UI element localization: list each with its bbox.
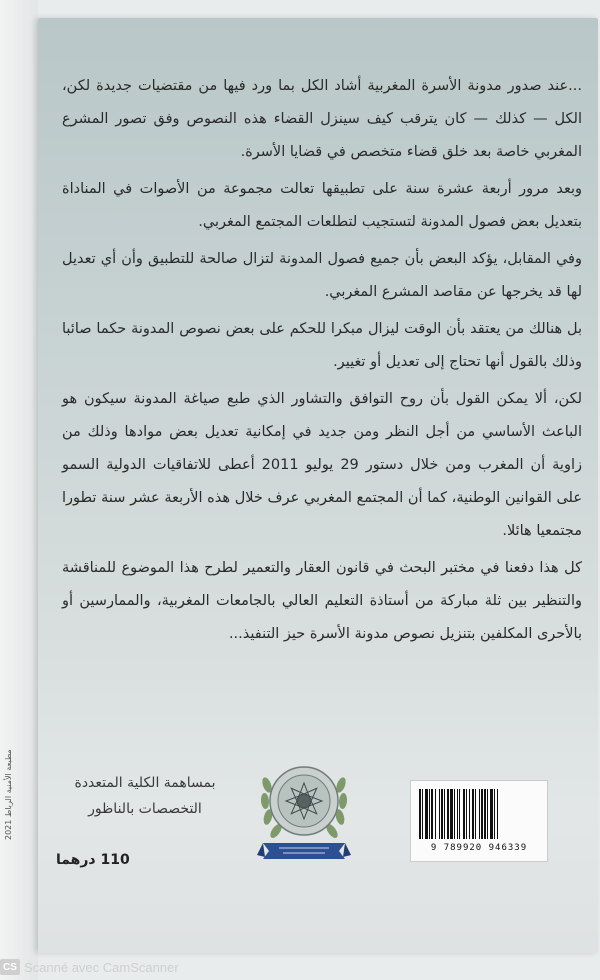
- back-cover-text: [62, 70, 582, 655]
- barcode-bar: [475, 789, 476, 839]
- paragraph-3: وفي المقابل، يؤكد البعض بأن جميع فصول المدونة لتزال صالحة للتطبيق وأن أي تعديل لها قد يخرجها عن مقاصد المشرع المغربي.: [62, 251, 582, 300]
- contribution-note: [60, 770, 230, 822]
- barcode-bar: [459, 789, 460, 839]
- barcode-bar: [463, 789, 465, 839]
- barcode-bar: [484, 789, 486, 839]
- barcode-bar: [439, 789, 440, 839]
- barcode-bar: [481, 789, 483, 839]
- spine-printer-credit: مطبعة الأمنية الرباط 2021: [4, 749, 13, 840]
- barcode-bar: [472, 789, 474, 839]
- barcode-bar: [479, 789, 480, 839]
- barcode-bar: [466, 789, 467, 839]
- page-edge: [0, 0, 38, 980]
- barcode-bar: [431, 789, 433, 839]
- contribution-line-1: بمساهمة الكلية المتعددة: [74, 775, 216, 791]
- barcode-bar: [457, 789, 458, 839]
- paragraph-4: بل هنالك من يعتقد بأن الوقت ليزال مبكرا للحكم على بعض نصوص المدونة حكما صائبا وذلك بالقول أنها تحتاج إلى تعديل أو تغيير.: [62, 321, 582, 370]
- barcode-bar: [419, 789, 421, 839]
- barcode-bar: [450, 789, 453, 839]
- barcode-bar: [441, 789, 443, 839]
- barcode-bar: [469, 789, 470, 839]
- barcode-bar: [454, 789, 455, 839]
- university-seal-icon: [255, 745, 353, 875]
- paragraph-1: ...عند صدور مدونة الأسرة المغربية أشاد الكل بما ورد فيها من مقتضيات جديدة لكن، الكل — كذلك — كان يترقب كيف سينزل القضاء هذه النصوص وفق تصور المشرع المغربي خاصة بعد خلق قضاء متخصص في قضايا الأسرة.: [62, 78, 582, 160]
- paragraph-2: وبعد مرور أربعة عشرة سنة على تطبيقها تعالت مجموعة من الأصوات في المناداة بتعديل بعض فصول المدونة لتستجيب لتطلعات المجتمع المغربي.: [62, 181, 582, 230]
- price-label: 110 درهما: [56, 852, 130, 868]
- scanner-watermark: [0, 956, 179, 978]
- barcode-bar: [497, 789, 498, 839]
- barcode-bar: [490, 789, 493, 839]
- barcode-bar: [494, 789, 495, 839]
- isbn-number: 9 789920 946339: [430, 843, 528, 853]
- barcode-bar: [435, 789, 436, 839]
- watermark-text: Scanné avec CamScanner: [24, 959, 179, 975]
- isbn-barcode: [410, 780, 548, 862]
- barcode-bar: [447, 789, 449, 839]
- barcode-bar: [425, 789, 428, 839]
- camscanner-logo-icon: CS: [0, 959, 20, 975]
- paragraph-6: كل هذا دفعنا في مختبر البحث في قانون العقار والتعمير لطرح هذا الموضوع للمناقشة والتنظير بين ثلة مباركة من أستاذة التعليم العالي بالجامعات المغربية، والممارسين أو بالأحرى المكلفين بتنزيل نصوص مدونة الأسرة حيز التنفيذ...: [62, 560, 582, 642]
- barcode-bar: [444, 789, 445, 839]
- paragraph-5: لكن، ألا يمكن القول بأن روح التوافق والتشاور الذي طبع صياغة المدونة سيكون هو الباعث الأساسي من أجل النظر ومن جديد في إمكانية تعديل بعض موادها وذلك من زاوية أن المغرب ومن خلال دستور 29 يوليو 2011 أعطى للاتفاقيات الدولية السمو على القوانين الوطنية، كما أن المجتمع المغربي عرف خلال هذه الأربعة عشر سنة تطورا مجتمعيا هائلا.: [62, 391, 582, 539]
- contribution-line-2: التخصصات بالناظور: [88, 801, 202, 817]
- barcode-bar: [422, 789, 423, 839]
- barcode-bar: [429, 789, 430, 839]
- barcode-bar: [487, 789, 488, 839]
